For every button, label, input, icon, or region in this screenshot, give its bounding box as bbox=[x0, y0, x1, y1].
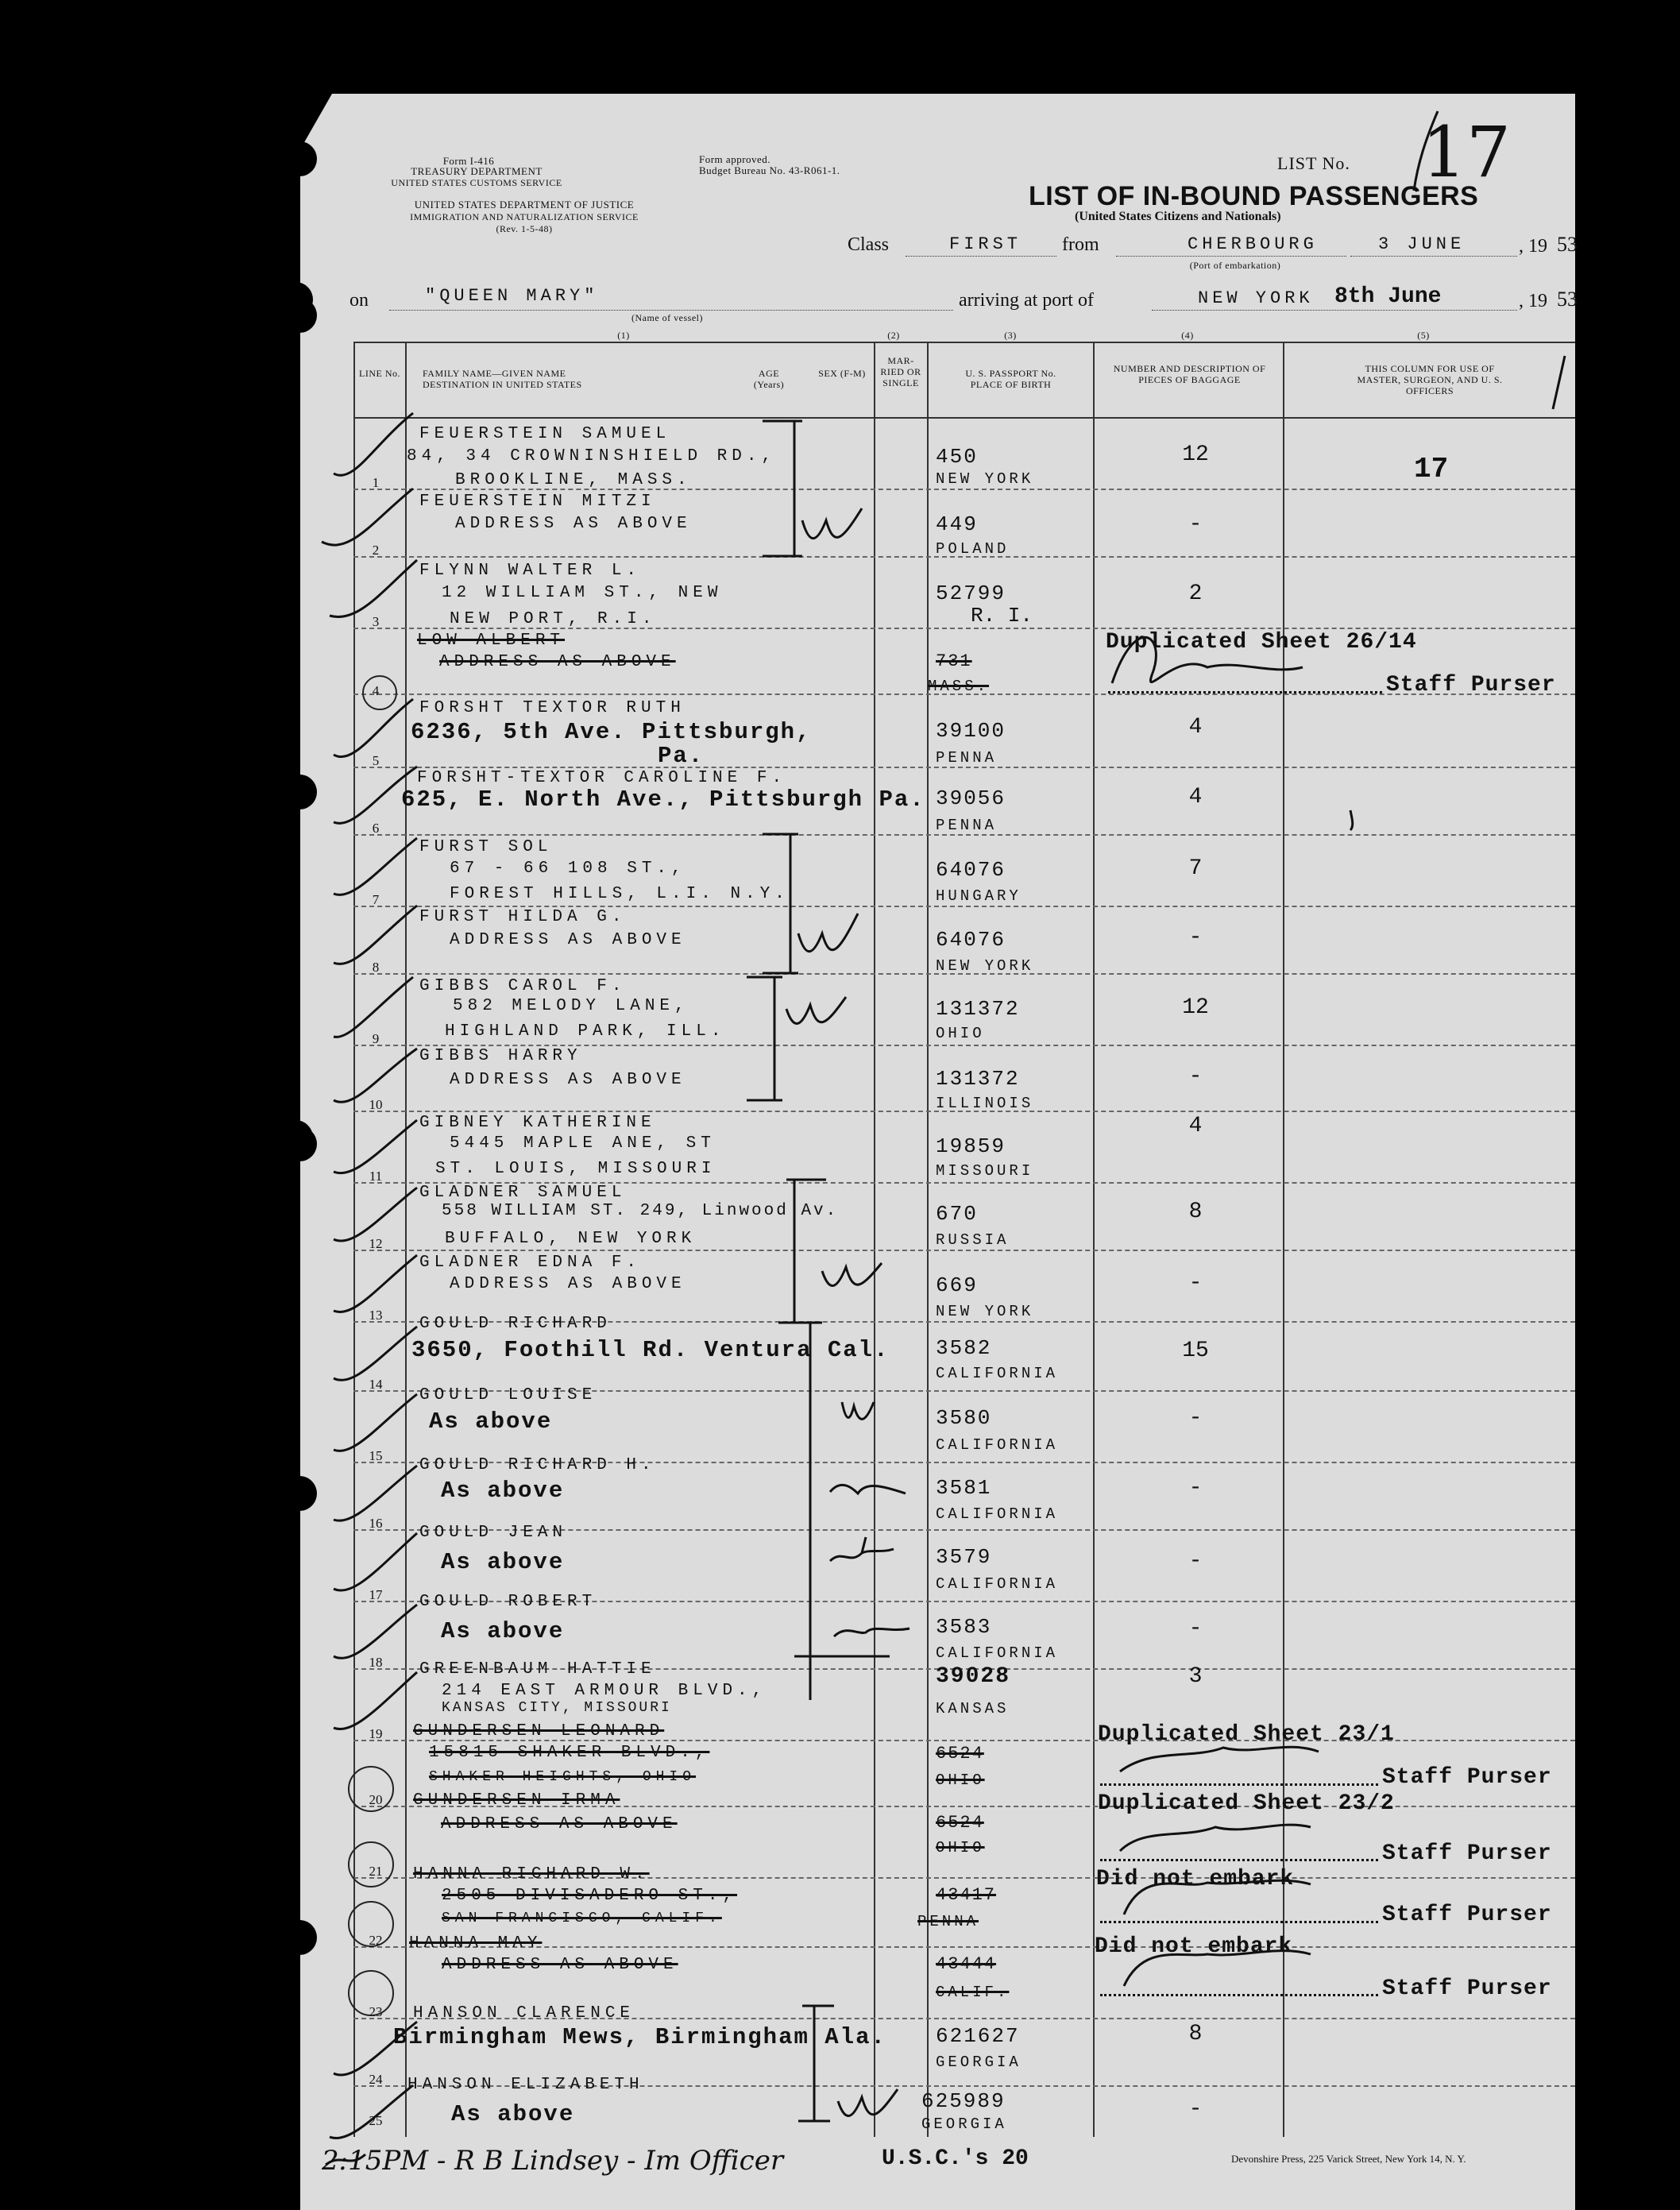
place-of-birth: OHIO bbox=[936, 1839, 985, 1856]
col-line: LINE No. bbox=[359, 368, 400, 379]
passport-number: 3583 bbox=[936, 1615, 992, 1639]
passenger-name: GREENBAUM HATTIE bbox=[419, 1660, 656, 1679]
passenger-name: FORSHT TEXTOR RUTH bbox=[419, 699, 686, 717]
passport-number: 52799 bbox=[936, 581, 1006, 605]
duplicate-note: Duplicated Sheet 26/14 bbox=[1106, 630, 1417, 655]
passport-number: 39028 bbox=[936, 1664, 1011, 1689]
place-of-birth: OHIO bbox=[936, 1771, 985, 1789]
passenger-address: ADDRESS AS ABOVE bbox=[442, 1956, 678, 1974]
arrival-port: NEW YORK bbox=[1198, 288, 1314, 308]
line-number: 5 bbox=[372, 753, 380, 768]
officer-count: 17 bbox=[1414, 453, 1449, 485]
duplicate-note: Duplicated Sheet 23/2 bbox=[1098, 1791, 1395, 1816]
baggage-count: 12 bbox=[1182, 442, 1209, 467]
on-label: on bbox=[350, 290, 369, 311]
passenger-address: As above bbox=[429, 1408, 553, 1435]
baggage-count: - bbox=[1188, 1476, 1203, 1501]
form-number: Form I-416 bbox=[442, 155, 495, 167]
passenger-address-2: Pa. bbox=[658, 743, 705, 769]
line-number: 3 bbox=[372, 614, 380, 629]
staff-purser-label: Staff Purser bbox=[1382, 1976, 1552, 2001]
passenger-name: GUNDERSEN LEONARD bbox=[413, 1722, 665, 1741]
passenger-name: HANNA MAY bbox=[409, 1934, 543, 1953]
line-number: 24 bbox=[369, 2072, 383, 2087]
col-officers: THIS COLUMN FOR USE OF MASTER, SURGEON, AND U. S. OFFICERS bbox=[1357, 363, 1503, 396]
passenger-name: GOULD RICHARD H. bbox=[419, 1456, 656, 1474]
passport-number: 621627 bbox=[936, 2024, 1020, 2048]
baggage-count: - bbox=[1188, 1406, 1203, 1431]
line-number: 2 bbox=[372, 543, 380, 558]
passenger-address: 6236, 5th Ave. Pittsburgh, bbox=[411, 719, 812, 745]
passenger-name: FEUERSTEIN SAMUEL bbox=[419, 425, 671, 443]
place-of-birth: PENNA bbox=[936, 749, 998, 767]
passenger-name: HANSON ELIZABETH bbox=[407, 2076, 644, 2094]
passenger-address-2: ST. LOUIS, MISSOURI bbox=[435, 1160, 716, 1178]
passenger-address: As above bbox=[441, 1549, 565, 1575]
passenger-address: 5445 MAPLE ANE, ST bbox=[450, 1134, 716, 1153]
ins-service: IMMIGRATION AND NATURALIZATION SERVICE bbox=[410, 211, 639, 222]
col-passport: U. S. PASSPORT No. bbox=[965, 368, 1056, 379]
line-number: 10 bbox=[369, 1097, 383, 1112]
passenger-name: FEUERSTEIN MITZI bbox=[419, 493, 656, 511]
line-number: 6 bbox=[372, 821, 380, 836]
passenger-name: GOULD RICHARD bbox=[419, 1315, 612, 1333]
passport-number: 3580 bbox=[936, 1406, 992, 1430]
passport-number: 131372 bbox=[936, 1067, 1020, 1091]
passport-number: 43417 bbox=[936, 1885, 997, 1905]
usc-count: U.S.C.'s 20 bbox=[882, 2146, 1029, 2171]
col-num-3: (3) bbox=[1004, 330, 1017, 341]
col-num-2: (2) bbox=[887, 330, 900, 341]
staff-purser-label: Staff Purser bbox=[1386, 673, 1556, 697]
passenger-address: ADDRESS AS ABOVE bbox=[441, 1815, 678, 1833]
line-number: 11 bbox=[369, 1169, 383, 1184]
baggage-count: - bbox=[1188, 1617, 1203, 1641]
place-of-birth: R. I. bbox=[971, 604, 1033, 628]
passport-number: 669 bbox=[936, 1273, 978, 1297]
place-of-birth: CALIF. bbox=[936, 1984, 1010, 2001]
col-age: AGE (Years) bbox=[753, 368, 785, 390]
passport-number: 670 bbox=[936, 1202, 978, 1226]
line-number: 18 bbox=[369, 1655, 383, 1670]
passenger-address: Birmingham Mews, Birmingham Ala. bbox=[393, 2024, 886, 2050]
baggage-count: 4 bbox=[1188, 785, 1203, 809]
col-num-1: (1) bbox=[617, 330, 630, 341]
passport-number: 39100 bbox=[936, 719, 1006, 743]
passport-number: 3582 bbox=[936, 1336, 992, 1360]
passenger-address-2: SAN FRANCISCO, CALIF. bbox=[442, 1911, 722, 1926]
budget-bureau: Budget Bureau No. 43-R061-1. bbox=[699, 164, 840, 176]
passenger-address: 625, E. North Ave., Pittsburgh Pa. bbox=[401, 786, 925, 813]
line-number: 12 bbox=[369, 1236, 383, 1251]
passport-number: 449 bbox=[936, 512, 978, 536]
baggage-count: - bbox=[1188, 2097, 1203, 2122]
page-title: LIST OF IN-BOUND PASSENGERS bbox=[1029, 181, 1479, 211]
passport-number: 450 bbox=[936, 445, 978, 469]
passport-number: 64076 bbox=[936, 928, 1006, 952]
col-birthplace: PLACE OF BIRTH bbox=[970, 379, 1052, 390]
passenger-address-2: NEW PORT, R.I. bbox=[450, 610, 657, 628]
passenger-address-2: BROOKLINE, MASS. bbox=[455, 471, 692, 489]
col-name: FAMILY NAME—GIVEN NAME bbox=[423, 368, 566, 379]
place-of-birth: NEW YORK bbox=[936, 957, 1034, 975]
baggage-count: - bbox=[1188, 512, 1203, 537]
col-num-4: (4) bbox=[1181, 330, 1194, 341]
customs-service: UNITED STATES CUSTOMS SERVICE bbox=[391, 177, 562, 188]
baggage-count: - bbox=[1188, 925, 1203, 950]
baggage-count: 4 bbox=[1188, 715, 1203, 740]
place-of-birth: CALIFORNIA bbox=[936, 1644, 1059, 1662]
col-num-5: (5) bbox=[1417, 330, 1430, 341]
baggage-count: - bbox=[1188, 1271, 1203, 1296]
baggage-count: - bbox=[1188, 1064, 1203, 1089]
from-port: CHERBOURG bbox=[1188, 234, 1318, 254]
line-number: 15 bbox=[369, 1448, 383, 1463]
officer-signature-note: 2:15PM - R B Lindsey - Im Officer bbox=[322, 2145, 784, 2177]
passenger-name: GLADNER SAMUEL bbox=[419, 1184, 627, 1202]
passenger-address-2: BUFFALO, NEW YORK bbox=[445, 1230, 697, 1248]
place-of-birth: HUNGARY bbox=[936, 887, 1022, 905]
not-embarked-note: Did not embark bbox=[1096, 1867, 1295, 1891]
line-number: 7 bbox=[372, 892, 380, 907]
baggage-count: 12 bbox=[1182, 995, 1209, 1020]
passport-number: 6524 bbox=[936, 1744, 984, 1764]
embark-date: 3 JUNE bbox=[1378, 234, 1466, 254]
line-number: 4 bbox=[372, 683, 380, 698]
place-of-birth: ILLINOIS bbox=[936, 1095, 1034, 1112]
line-number: 23 bbox=[369, 2004, 383, 2019]
passenger-address: As above bbox=[451, 2101, 575, 2127]
place-of-birth: PENNA bbox=[936, 817, 998, 834]
embark-year: 53 bbox=[1557, 233, 1578, 256]
passport-number: 64076 bbox=[936, 858, 1006, 882]
passenger-name: FORSHT-TEXTOR CAROLINE F. bbox=[417, 769, 787, 787]
place-of-birth: KANSAS bbox=[936, 1700, 1010, 1717]
passenger-name: LOW ALBERT bbox=[417, 632, 566, 650]
passenger-address: 3650, Foothill Rd. Ventura Cal. bbox=[411, 1337, 890, 1363]
arrival-year: 53 bbox=[1557, 288, 1578, 311]
revision: (Rev. 1-5-48) bbox=[496, 223, 553, 234]
passenger-name: FLYNN WALTER L. bbox=[419, 562, 642, 580]
passenger-address: ADDRESS AS ABOVE bbox=[450, 1275, 686, 1293]
place-of-birth: CALIFORNIA bbox=[936, 1436, 1059, 1454]
list-number: 17 bbox=[1422, 111, 1511, 193]
line-number: 19 bbox=[369, 1726, 383, 1741]
passenger-address: 12 WILLIAM ST., NEW bbox=[442, 584, 723, 602]
vessel-note: (Name of vessel) bbox=[631, 312, 703, 323]
col-married: MAR-RIED OR SINGLE bbox=[880, 355, 921, 388]
place-of-birth: CALIFORNIA bbox=[936, 1575, 1059, 1593]
passenger-address-2: SHAKER HEIGHTS, OHIO bbox=[429, 1769, 697, 1785]
passenger-address: As above bbox=[441, 1618, 565, 1644]
col-destination: DESTINATION IN UNITED STATES bbox=[423, 379, 582, 390]
place-of-birth: MASS. bbox=[928, 678, 990, 695]
passport-number: 131372 bbox=[936, 997, 1020, 1021]
from-label: from bbox=[1062, 234, 1099, 255]
baggage-count: 7 bbox=[1188, 856, 1203, 881]
place-of-birth: GEORGIA bbox=[936, 2054, 1022, 2071]
passenger-address: 84, 34 CROWNINSHIELD RD., bbox=[407, 447, 777, 466]
arrival-date: 8th June bbox=[1334, 284, 1442, 309]
printer-imprint: Devonshire Press, 225 Varick Street, New York 14, N. Y. bbox=[1231, 2153, 1466, 2165]
col-baggage: NUMBER AND DESCRIPTION OF PIECES OF BAGGAGE bbox=[1113, 363, 1266, 385]
year-prefix-1: , 19 bbox=[1519, 236, 1547, 257]
place-of-birth: MISSOURI bbox=[936, 1162, 1034, 1180]
place-of-birth: PENNA bbox=[917, 1913, 979, 1930]
place-of-birth: RUSSIA bbox=[936, 1231, 1010, 1249]
col-sex: SEX (F-M) bbox=[818, 368, 866, 379]
embark-note: (Port of embarkation) bbox=[1189, 260, 1281, 271]
passport-number: 39056 bbox=[936, 786, 1006, 810]
passenger-name: FURST HILDA G. bbox=[419, 908, 627, 926]
baggage-count: 4 bbox=[1188, 1114, 1203, 1138]
baggage-count: 15 bbox=[1182, 1339, 1209, 1363]
line-number: 1 bbox=[372, 475, 380, 490]
passenger-address: ADDRESS AS ABOVE bbox=[450, 1071, 686, 1089]
passenger-name: GUNDERSEN IRMA bbox=[413, 1791, 620, 1810]
place-of-birth: OHIO bbox=[936, 1025, 985, 1042]
year-prefix-2: , 19 bbox=[1519, 291, 1547, 311]
passenger-address: ADDRESS AS ABOVE bbox=[450, 931, 686, 949]
baggage-count: 8 bbox=[1188, 2022, 1203, 2046]
passenger-address: As above bbox=[441, 1478, 565, 1504]
passenger-address: 2505 DIVISADERO ST., bbox=[442, 1887, 738, 1905]
vessel-name: "QUEEN MARY" bbox=[425, 286, 599, 306]
passenger-name: GOULD JEAN bbox=[419, 1524, 568, 1542]
staff-purser-label: Staff Purser bbox=[1382, 1765, 1552, 1790]
duplicate-note: Duplicated Sheet 23/1 bbox=[1098, 1722, 1395, 1747]
staff-purser-label: Staff Purser bbox=[1382, 1903, 1552, 1927]
place-of-birth: GEORGIA bbox=[921, 2115, 1007, 2133]
passenger-address: 582 MELODY LANE, bbox=[453, 997, 689, 1015]
class-label: Class bbox=[848, 234, 890, 255]
line-number: 14 bbox=[369, 1377, 383, 1392]
passport-number: 625989 bbox=[921, 2089, 1006, 2113]
passenger-name: GOULD LOUISE bbox=[419, 1386, 597, 1404]
passenger-address: 67 - 66 108 ST., bbox=[450, 860, 686, 878]
justice-dept: UNITED STATES DEPARTMENT OF JUSTICE bbox=[414, 199, 635, 211]
class-value: FIRST bbox=[949, 234, 1022, 254]
passenger-name: GLADNER EDNA F. bbox=[419, 1254, 642, 1272]
treasury-dept: TREASURY DEPARTMENT bbox=[411, 165, 543, 177]
passenger-address: ADDRESS AS ABOVE bbox=[455, 515, 692, 533]
line-number: 9 bbox=[372, 1031, 380, 1046]
form-approved: Form approved. bbox=[699, 153, 771, 165]
passenger-name: HANSON CLARENCE bbox=[413, 2004, 635, 2023]
place-of-birth: POLAND bbox=[936, 540, 1010, 558]
passenger-address: 558 WILLIAM ST. 249, Linwood Av. bbox=[442, 1202, 839, 1220]
page-subtitle: (United States Citizens and Nationals) bbox=[1075, 210, 1281, 223]
passenger-address-2: FOREST HILLS, L.I. N.Y. bbox=[450, 885, 790, 903]
line-number: 16 bbox=[369, 1516, 383, 1531]
not-embarked-note: Did not embark bbox=[1095, 1934, 1293, 1959]
passenger-address: 15815 SHAKER BLVD., bbox=[429, 1744, 710, 1762]
list-no-label: LIST No. bbox=[1277, 153, 1350, 173]
place-of-birth: NEW YORK bbox=[936, 470, 1034, 488]
baggage-count: - bbox=[1188, 1549, 1203, 1574]
passport-number: 3579 bbox=[936, 1545, 992, 1569]
passport-number: 19859 bbox=[936, 1134, 1006, 1158]
passenger-name: FURST SOL bbox=[419, 838, 553, 856]
passenger-name: GIBBS CAROL F. bbox=[419, 977, 627, 995]
place-of-birth: CALIFORNIA bbox=[936, 1505, 1059, 1523]
passenger-address-2: HIGHLAND PARK, ILL. bbox=[445, 1022, 726, 1041]
place-of-birth: NEW YORK bbox=[936, 1303, 1034, 1320]
line-number: 20 bbox=[369, 1792, 383, 1807]
passport-number: 731 bbox=[936, 651, 972, 671]
baggage-count: 2 bbox=[1188, 581, 1203, 606]
passenger-name: GIBBS HARRY bbox=[419, 1047, 582, 1065]
passenger-name: GIBNEY KATHERINE bbox=[419, 1114, 656, 1132]
passenger-address: ADDRESS AS ABOVE bbox=[439, 653, 676, 671]
line-number: 17 bbox=[369, 1587, 383, 1602]
arriving-label: arriving at port of bbox=[959, 290, 1094, 311]
baggage-count: 3 bbox=[1188, 1664, 1203, 1689]
passenger-address-2: KANSAS CITY, MISSOURI bbox=[442, 1700, 672, 1716]
passport-number: 43444 bbox=[936, 1954, 997, 1974]
line-number: 8 bbox=[372, 960, 380, 975]
passport-number: 6524 bbox=[936, 1813, 984, 1833]
line-number: 25 bbox=[369, 2113, 383, 2128]
passenger-address: 214 EAST ARMOUR BLVD., bbox=[442, 1682, 767, 1700]
passenger-name: HANNA RICHARD W. bbox=[413, 1865, 650, 1884]
passport-number: 3581 bbox=[936, 1476, 992, 1500]
line-number: 13 bbox=[369, 1308, 383, 1323]
staff-purser-label: Staff Purser bbox=[1382, 1841, 1552, 1866]
passenger-name: GOULD ROBERT bbox=[419, 1593, 597, 1611]
line-number: 22 bbox=[369, 1933, 383, 1948]
place-of-birth: CALIFORNIA bbox=[936, 1365, 1059, 1382]
line-number: 21 bbox=[369, 1864, 383, 1879]
baggage-count: 8 bbox=[1188, 1200, 1203, 1224]
